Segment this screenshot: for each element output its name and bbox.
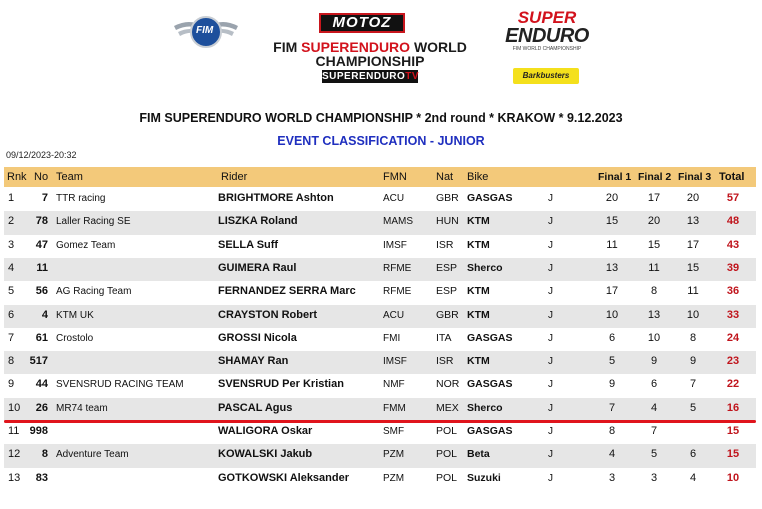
- rank-cell: 1: [8, 192, 15, 204]
- bike-cell: GASGAS: [467, 425, 513, 437]
- final-3-cell: 11: [687, 285, 699, 298]
- final-2-cell: 20: [647, 215, 661, 228]
- rider-cell: GUIMERA Raul: [218, 261, 297, 274]
- final-1-cell: 8: [608, 425, 616, 437]
- final-1-cell: 7: [608, 401, 616, 414]
- final-2-cell: 15: [647, 238, 661, 251]
- final-1-cell: 10: [605, 308, 619, 321]
- final-3-cell: 8: [689, 331, 697, 344]
- bike-cell: Sherco: [467, 401, 503, 414]
- total-cell: 10: [726, 471, 740, 484]
- rank-cell: 13: [8, 471, 21, 484]
- number-cell: 7: [41, 192, 48, 204]
- rider-cell: SHAMAY Ran: [218, 355, 289, 368]
- table-row: [4, 188, 756, 211]
- total-cell: 24: [726, 331, 740, 344]
- motoz-logo: MOTOZ: [319, 13, 405, 33]
- total-cell: 36: [726, 285, 740, 298]
- total-cell: 22: [726, 378, 740, 391]
- total-cell: 33: [726, 308, 740, 321]
- fmn-cell: PZM: [383, 449, 405, 461]
- nat-cell: GBR: [436, 308, 459, 321]
- col-bike: Bike: [467, 171, 489, 183]
- rider-cell: GOTKOWSKI Aleksander: [218, 471, 350, 484]
- col-rider: Rider: [221, 171, 248, 183]
- team-cell: AG Racing Team: [56, 286, 132, 298]
- bike-cell: KTM: [467, 355, 490, 368]
- table-row: [4, 328, 756, 351]
- rider-cell: BRIGHTMORE Ashton: [218, 192, 334, 204]
- rank-cell: 11: [8, 425, 20, 437]
- total-cell: 39: [726, 261, 740, 274]
- col-rnk: Rnk: [7, 171, 27, 183]
- team-cell: TTR racing: [56, 193, 106, 204]
- table-row: [4, 421, 756, 444]
- total-cell: 57: [726, 192, 740, 204]
- table-row: [4, 351, 756, 374]
- number-cell: 4: [41, 308, 48, 321]
- bike-cell: KTM: [467, 215, 490, 228]
- nat-cell: ESP: [436, 285, 458, 298]
- final-2-cell: 4: [650, 401, 658, 414]
- fmn-cell: IMSF: [383, 356, 407, 368]
- final-3-cell: 6: [689, 448, 697, 461]
- rider-cell: LISZKA Roland: [218, 215, 298, 228]
- final-3-cell: 10: [686, 308, 700, 321]
- final-2-cell: 5: [650, 448, 658, 461]
- class-cell: J: [548, 216, 553, 228]
- table-row: [4, 258, 756, 281]
- nat-cell: ITA: [436, 331, 452, 344]
- rider-cell: GROSSI Nicola: [218, 331, 297, 344]
- fmn-cell: SMF: [383, 426, 405, 437]
- nat-cell: GBR: [436, 192, 459, 204]
- col-fmn: FMN: [383, 171, 407, 183]
- rider-cell: SVENSRUD Per Kristian: [218, 378, 344, 391]
- final-2-cell: 7: [650, 425, 658, 437]
- rank-cell: 6: [8, 308, 15, 321]
- final-3-cell: 13: [686, 215, 700, 228]
- team-cell: MR74 team: [56, 402, 108, 414]
- number-cell: 61: [35, 331, 48, 344]
- rider-cell: WALIGORA Oskar: [218, 425, 313, 437]
- class-cell: J: [548, 332, 553, 344]
- rider-cell: SELLA Suff: [218, 238, 279, 251]
- rider-cell: FERNANDEZ SERRA Marc: [218, 285, 356, 298]
- team-cell: KTM UK: [56, 309, 94, 321]
- team-cell: Laller Racing SE: [56, 216, 131, 228]
- table-row: [4, 305, 756, 328]
- col-total: Total: [719, 171, 745, 183]
- superenduro-logo: SUPER ENDURO FIM WORLD CHAMPIONSHIP: [505, 8, 589, 52]
- col-final-1: Final 1: [598, 171, 632, 183]
- table-header: [4, 167, 756, 187]
- final-3-cell: 7: [689, 378, 697, 391]
- col-nat: Nat: [436, 171, 454, 183]
- final-1-cell: 20: [605, 192, 619, 204]
- number-cell: 26: [35, 401, 48, 414]
- final-3-cell: [681, 421, 705, 444]
- final-1-cell: 6: [608, 331, 616, 344]
- table-row: [4, 281, 756, 304]
- superenduro-tv-logo: SUPERENDUROTV: [322, 71, 420, 82]
- rank-cell: 4: [8, 261, 15, 274]
- timestamp: 09/12/2023-20:32: [6, 150, 77, 160]
- final-1-cell: 13: [605, 261, 619, 274]
- barkbusters-logo: Barkbusters: [513, 68, 579, 84]
- total-cell: 48: [726, 215, 740, 228]
- table-row: [4, 444, 756, 467]
- championship-logo: [270, 10, 470, 84]
- fmn-cell: ACU: [383, 309, 405, 321]
- final-2-cell: 10: [647, 331, 661, 344]
- number-cell: 47: [35, 238, 48, 251]
- table-row: [4, 211, 756, 234]
- rank-cell: 3: [8, 238, 15, 251]
- rider-cell: CRAYSTON Robert: [218, 308, 318, 321]
- class-cell: J: [548, 449, 553, 461]
- rank-cell: 2: [8, 215, 15, 228]
- rank-cell: 10: [8, 401, 21, 414]
- fmn-cell: PZM: [383, 472, 405, 484]
- nat-cell: POL: [436, 425, 458, 437]
- final-1-cell: 4: [608, 448, 616, 461]
- rider-cell: PASCAL Agus: [218, 401, 293, 414]
- final-2-cell: 11: [648, 261, 660, 274]
- class-cell: J: [548, 426, 553, 437]
- number-cell: 56: [35, 285, 48, 298]
- nat-cell: POL: [436, 448, 458, 461]
- bike-cell: Beta: [467, 448, 490, 461]
- number-cell: 8: [41, 448, 48, 461]
- fmn-cell: RFME: [383, 286, 412, 298]
- fim-logo: [172, 14, 240, 50]
- table-row: [4, 468, 756, 491]
- final-2-cell: 3: [650, 471, 658, 484]
- fmn-cell: FMI: [383, 332, 401, 344]
- rank-cell: 9: [8, 378, 15, 391]
- final-2-cell: 9: [650, 355, 658, 368]
- total-cell: 16: [726, 401, 740, 414]
- table-row: [4, 374, 756, 397]
- class-cell: J: [548, 309, 553, 321]
- final-1-cell: 3: [608, 471, 616, 484]
- total-cell: 15: [726, 425, 740, 437]
- fmn-cell: FMM: [383, 402, 406, 414]
- bike-cell: GASGAS: [467, 331, 513, 344]
- team-cell: SVENSRUD RACING TEAM: [56, 379, 184, 391]
- nat-cell: HUN: [436, 215, 459, 228]
- fmn-cell: RFME: [383, 262, 412, 274]
- number-cell: 11: [36, 261, 48, 274]
- final-2-cell: 13: [647, 308, 661, 321]
- nat-cell: POL: [436, 471, 458, 484]
- class-cell: J: [548, 402, 553, 414]
- final-1-cell: 11: [606, 238, 618, 251]
- number-cell: 78: [35, 215, 48, 228]
- table-row: [4, 235, 756, 258]
- class-cell: J: [548, 472, 553, 484]
- page-title: FIM SUPERENDURO WORLD CHAMPIONSHIP * 2nd round * KRAKOW * 9.12.2023: [139, 111, 623, 125]
- championship-line-2: CHAMPIONSHIP: [315, 53, 425, 69]
- team-cell: Crostolo: [56, 332, 94, 344]
- final-1-cell: 9: [608, 378, 616, 391]
- final-2-cell: 17: [647, 192, 661, 204]
- nat-cell: NOR: [436, 378, 460, 391]
- page-subtitle: EVENT CLASSIFICATION - JUNIOR: [277, 134, 485, 148]
- bike-cell: KTM: [467, 238, 490, 251]
- nat-cell: ISR: [436, 355, 454, 368]
- final-2-cell: 6: [650, 378, 658, 391]
- bike-cell: Sherco: [467, 261, 503, 274]
- team-cell: Gomez Team: [56, 239, 116, 251]
- bike-cell: GASGAS: [467, 378, 513, 391]
- col-final-2: Final 2: [638, 171, 672, 183]
- highlight-underline: [4, 420, 756, 423]
- bike-cell: KTM: [467, 285, 490, 298]
- final-1-cell: 5: [608, 355, 616, 368]
- nat-cell: MEX: [436, 401, 459, 414]
- final-3-cell: 9: [689, 355, 697, 368]
- fmn-cell: NMF: [383, 379, 405, 391]
- final-3-cell: 4: [689, 471, 697, 484]
- fmn-cell: IMSF: [383, 239, 407, 251]
- final-3-cell: 5: [689, 401, 697, 414]
- class-cell: J: [548, 239, 553, 251]
- number-cell: 44: [35, 378, 48, 391]
- fmn-cell: ACU: [383, 193, 405, 204]
- championship-line-1: FIM SUPERENDURO WORLD: [273, 39, 467, 55]
- col-final-3: Final 3: [678, 171, 712, 183]
- col-team: Team: [56, 171, 83, 183]
- total-cell: 23: [726, 355, 740, 368]
- table-row: [4, 398, 756, 421]
- final-1-cell: 15: [605, 215, 619, 228]
- rank-cell: 5: [8, 285, 15, 298]
- final-3-cell: 20: [686, 192, 700, 204]
- class-cell: J: [548, 286, 553, 298]
- rider-cell: KOWALSKI Jakub: [218, 448, 313, 461]
- class-cell: J: [548, 379, 553, 391]
- fim-logo-text: FIM: [196, 25, 214, 36]
- final-3-cell: 15: [686, 261, 700, 274]
- bike-cell: Suzuki: [467, 471, 501, 484]
- class-cell: J: [548, 262, 553, 274]
- total-cell: 15: [726, 448, 740, 461]
- fmn-cell: MAMS: [383, 216, 413, 228]
- number-cell: 998: [29, 425, 48, 437]
- final-3-cell: 17: [686, 238, 700, 251]
- rank-cell: 8: [8, 355, 15, 368]
- nat-cell: ESP: [436, 261, 458, 274]
- team-cell: Adventure Team: [56, 449, 129, 461]
- final-2-cell: 8: [650, 285, 658, 298]
- class-cell: J: [548, 356, 553, 368]
- col-no: No: [34, 171, 49, 183]
- bike-cell: GASGAS: [467, 192, 513, 204]
- class-cell: J: [548, 193, 553, 204]
- number-cell: 517: [29, 355, 48, 368]
- bike-cell: KTM: [467, 308, 490, 321]
- total-cell: 43: [726, 238, 740, 251]
- rank-cell: 12: [8, 448, 21, 461]
- rank-cell: 7: [8, 331, 15, 344]
- final-1-cell: 17: [605, 285, 619, 298]
- number-cell: 83: [35, 471, 48, 484]
- nat-cell: ISR: [436, 238, 454, 251]
